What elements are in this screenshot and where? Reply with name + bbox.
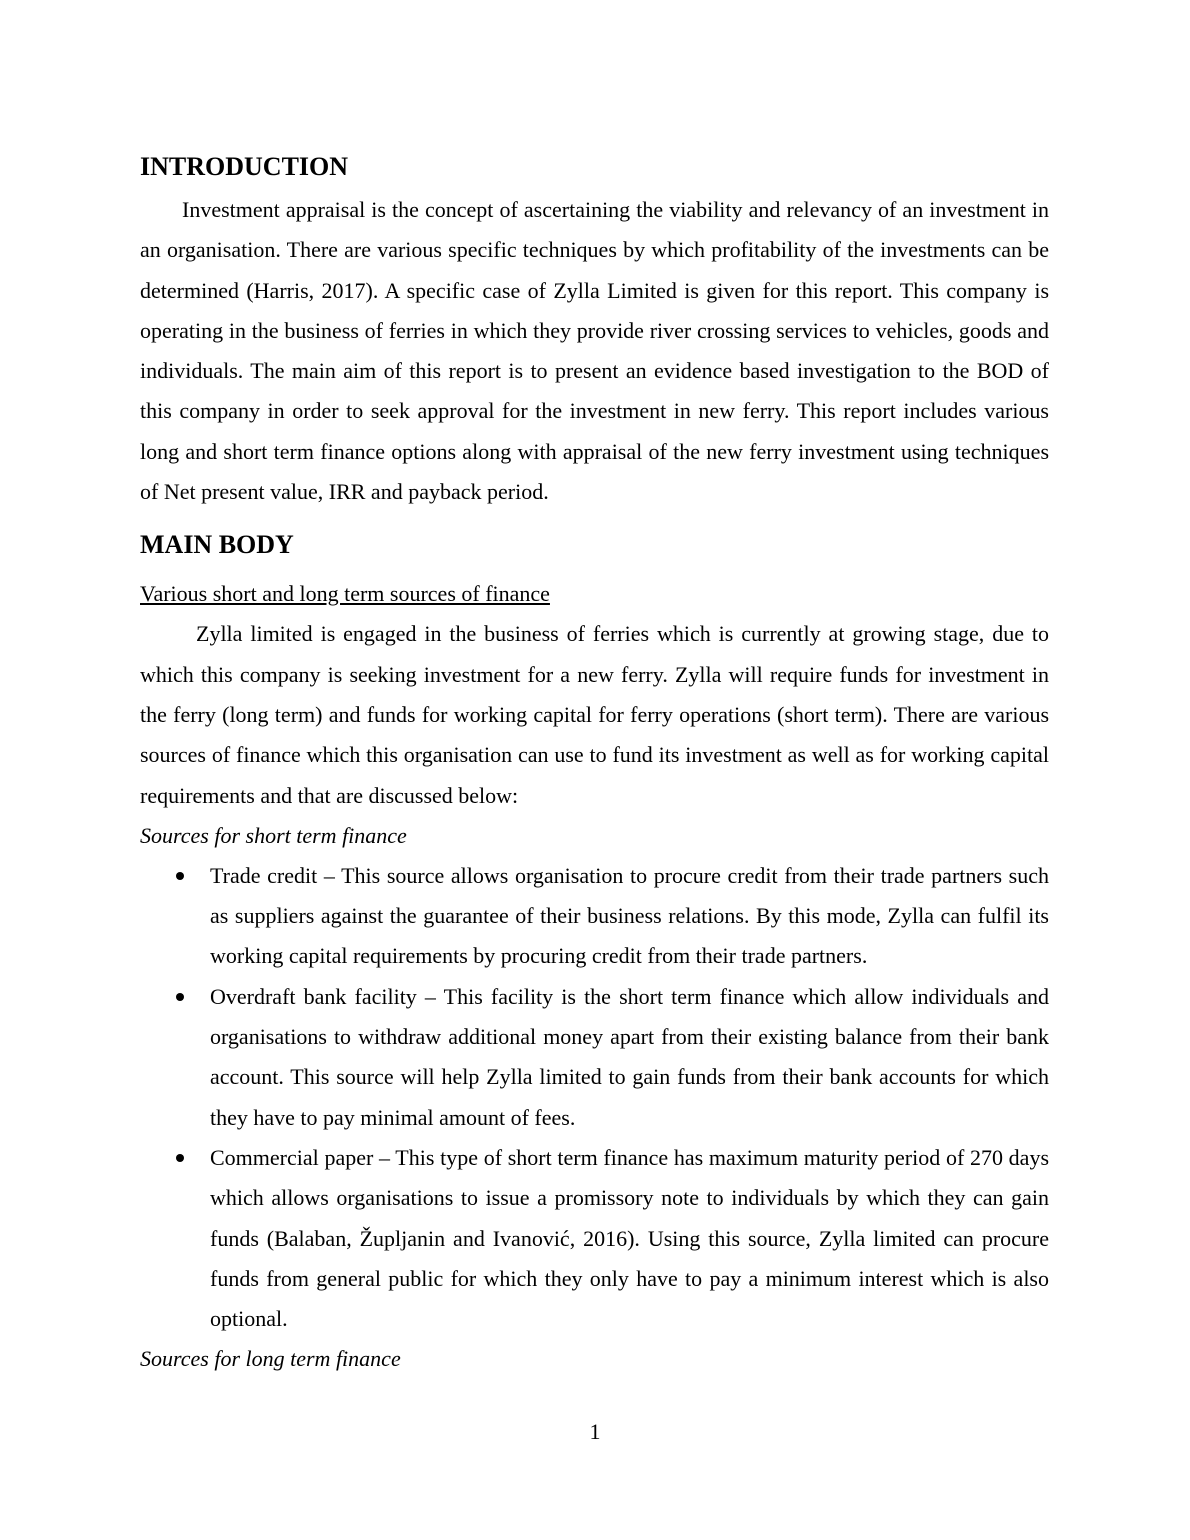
page-number: 1: [589, 1419, 601, 1444]
bullet-icon: [176, 993, 184, 1001]
long-term-heading: Sources for long term finance: [140, 1346, 401, 1372]
finance-sources-subheading: Various short and long term sources of finance: [140, 581, 550, 607]
list-item: [140, 977, 1049, 1138]
list-item-text: Overdraft bank facility – This facility is the short term finance which allow individuals and organisations to withdraw additional money apart from their existing balance from their bank account. This source will help Zylla limited to gain funds from their bank accounts for which they have to pay minimal amount of fees.: [210, 983, 1049, 1130]
main-body-heading: MAIN BODY: [140, 530, 294, 560]
list-item: [140, 856, 1049, 977]
bullet-icon: [176, 872, 184, 880]
introduction-paragraph: Investment appraisal is the concept of ascertaining the viability and relevancy of an investment in an organisation. There are various specific techniques by which profitability of the investments can be determined (Harris, 2017). A specific case of Zylla Limited is given for this report. This company is operating in the business of ferries in which they provide river crossing services to vehicles, goods and individuals. The main aim of this report is to present an evidence based investigation to the BOD of this company in order to seek approval for the investment in new ferry. This report includes various long and short term finance options along with appraisal of the new ferry investment using techniques of Net present value, IRR and payback period.: [140, 197, 1049, 505]
bullet-icon: [176, 1154, 184, 1162]
list-item: [140, 1138, 1049, 1339]
document-page: [140, 150, 1049, 1379]
list-item-text: Trade credit – This source allows organisation to procure credit from their trade partners such as suppliers against the guarantee of their business relations. By this mode, Zylla can fulfil its working capital requirements by procuring credit from their trade partners.: [210, 862, 1049, 969]
introduction-heading: INTRODUCTION: [140, 152, 349, 181]
short-term-list: [140, 856, 1049, 1340]
list-item-text: Commercial paper – This type of short term finance has maximum maturity period of 270 days which allows organisations to issue a promissory note to individuals by which they can gain funds (Balaban, Župljanin and Ivanović, 2016). Using this source, Zylla limited can procure funds from general public for which they only have to pay a minimum interest which is also optional.: [210, 1144, 1049, 1332]
short-term-heading: Sources for short term finance: [140, 822, 407, 848]
main-body-paragraph: Zylla limited is engaged in the business of ferries which is currently at growing stage, due to which this company is seeking investment for a new ferry. Zylla will require funds for investment in the ferry (long term) and funds for working capital for ferry operations (short term). There are various sources of finance which this organisation can use to fund its investment as well as for working capital requirements and that are discussed below:: [140, 621, 1049, 808]
